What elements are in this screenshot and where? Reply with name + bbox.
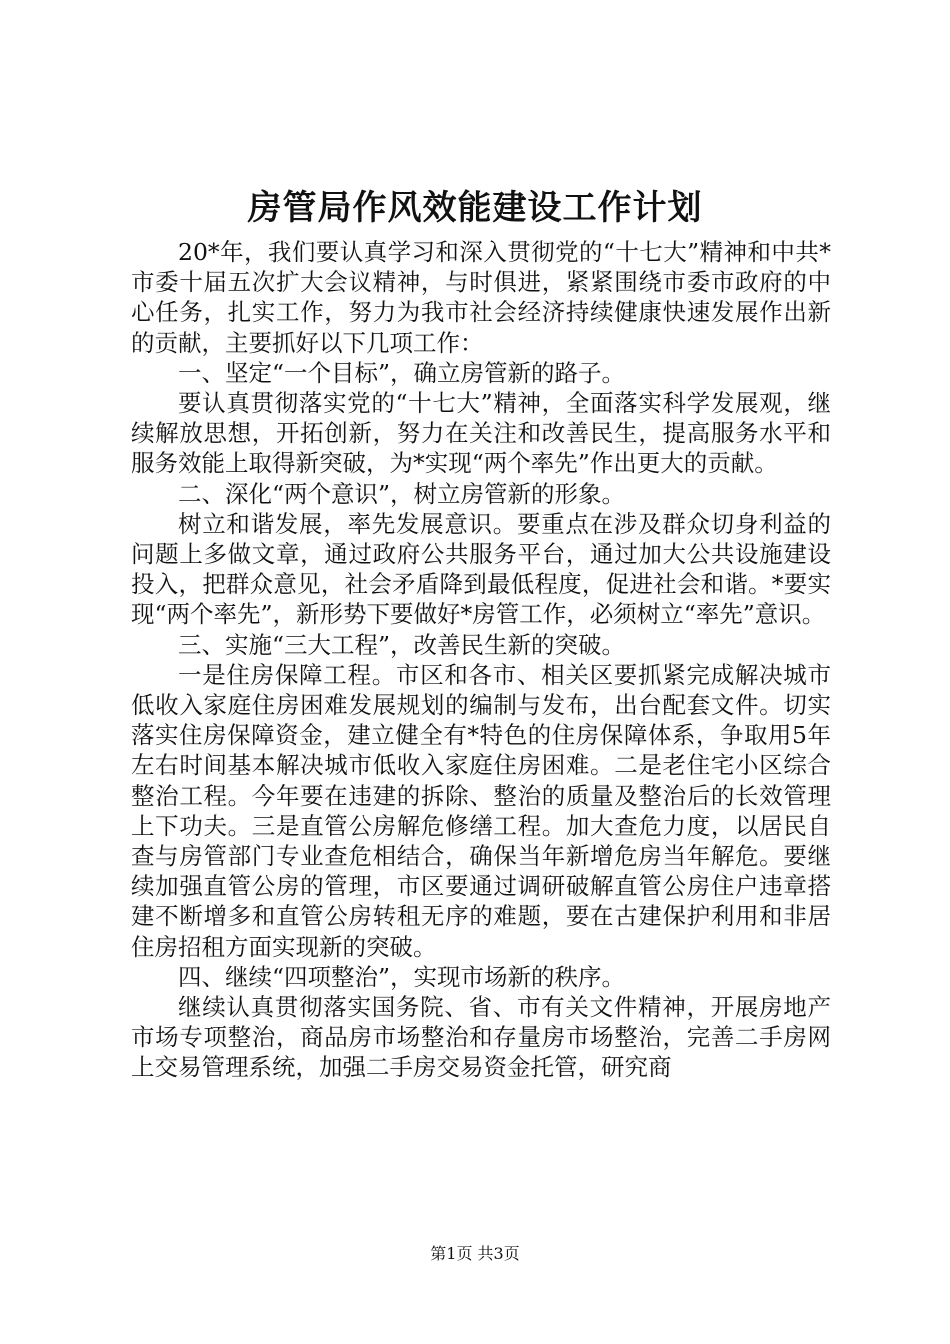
- section-heading-1: 一、坚定“一个目标”，确立房管新的路子。: [178, 358, 626, 387]
- paragraph-intro: 20*年，我们要认真学习和深入贯彻党的“十七大”精神和中共*市委十届五次扩大会议精神，与时俱进，紧紧围绕市委市政府的中心任务，扎实工作，努力为我市社会经济持续健康快速发展作出新的贡献，主要抓好以下几项工作：: [131, 238, 831, 357]
- section-heading-2: 二、深化“两个意识”，树立房管新的形象。: [178, 479, 626, 508]
- paragraph-section-4: 继续认真贯彻落实国务院、省、市有关文件精神，开展房地产市场专项整治，商品房市场整治和存量房市场整治，完善二手房网上交易管理系统，加强二手房交易资金托管，研究商: [131, 993, 831, 1082]
- section-heading-4: 四、继续“四项整治”，实现市场新的秩序。: [178, 962, 626, 991]
- section-heading-3: 三、实施“三大工程”，改善民生新的突破。: [178, 630, 626, 659]
- page-number-footer: 第1页 共3页: [430, 1244, 520, 1263]
- paragraph-section-1: 要认真贯彻落实党的“十七大”精神，全面落实科学发展观，继续解放思想，开拓创新，努力在关注和改善民生，提高服务水平和服务效能上取得新突破，为*实现“两个率先”作出更大的贡献。: [131, 389, 831, 478]
- paragraph-section-3: 一是住房保障工程。市区和各市、相关区要抓紧完成解决城市低收入家庭住房困难发展规划的编制与发布，出台配套文件。切实落实住房保障资金，建立健全有*特色的住房保障体系，争取用5年左右时间基本解决城市低收入家庭住房困难。二是老住宅小区综合整治工程。今年要在违建的拆除、整治的质量及整治后的长效管理上下功夫。三是直管公房解危修缮工程。加大查危力度，以居民自查与房管部门专业查危相结合，确保当年新增危房当年解危。要继续加强直管公房的管理，市区要通过调研破解直管公房住户违章搭建不断增多和直管公房转租无序的难题，要在古建保护利用和非居住房招租方面实现新的突破。: [131, 660, 831, 961]
- paragraph-section-2: 树立和谐发展，率先发展意识。要重点在涉及群众切身利益的问题上多做文章，通过政府公共服务平台，通过加大公共设施建设投入，把群众意见，社会矛盾降到最低程度，促进社会和谐。*要实现“两个率先”，新形势下要做好*房管工作，必须树立“率先”意识。: [131, 509, 831, 629]
- document-title: 房管局作风效能建设工作计划: [247, 188, 703, 228]
- document-body: [131, 237, 831, 1083]
